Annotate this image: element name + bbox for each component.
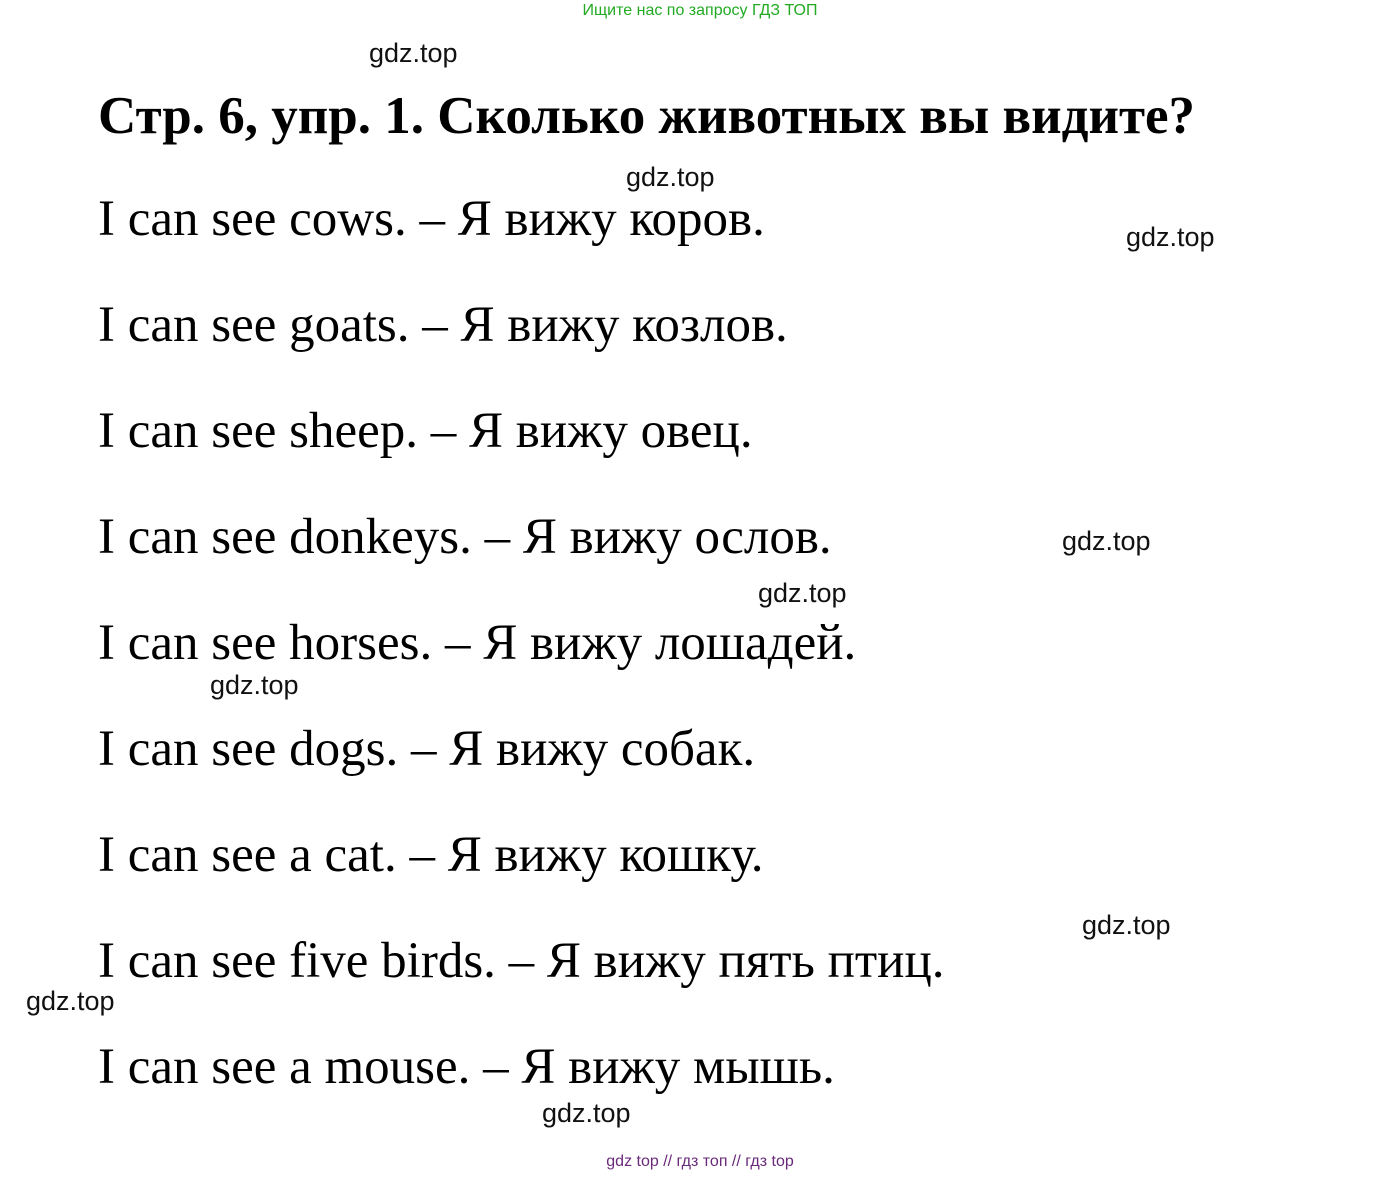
sentence-line: I can see goats. – Я вижу козлов. bbox=[98, 297, 788, 353]
watermark: gdz.top bbox=[1062, 526, 1151, 556]
watermark: gdz.top bbox=[369, 38, 458, 68]
sentence-line: I can see cows. – Я вижу коров. bbox=[98, 191, 765, 247]
top-banner: Ищите нас по запросу ГДЗ ТОП bbox=[582, 2, 818, 19]
footer-links: gdz top // гдз топ // гдз top bbox=[606, 1153, 794, 1170]
sentence-line: I can see sheep. – Я вижу овец. bbox=[98, 403, 753, 459]
watermark: gdz.top bbox=[1082, 910, 1171, 940]
sentence-line: I can see five birds. – Я вижу пять птиц. bbox=[98, 933, 945, 989]
watermark: gdz.top bbox=[26, 986, 115, 1016]
sentence-line: I can see donkeys. – Я вижу ослов. bbox=[98, 509, 832, 565]
watermark: gdz.top bbox=[758, 578, 847, 608]
watermark: gdz.top bbox=[210, 670, 299, 700]
sentence-line: I can see a mouse. – Я вижу мышь. bbox=[98, 1039, 835, 1095]
watermark: gdz.top bbox=[626, 162, 715, 192]
watermark: gdz.top bbox=[1126, 222, 1215, 252]
sentence-line: I can see horses. – Я вижу лошадей. bbox=[98, 615, 857, 671]
sentence-line: I can see dogs. – Я вижу собак. bbox=[98, 721, 756, 777]
page-title: Стр. 6, упр. 1. Сколько животных вы видите? bbox=[98, 87, 1196, 145]
sentence-line: I can see a cat. – Я вижу кошку. bbox=[98, 827, 764, 883]
watermark: gdz.top bbox=[542, 1098, 631, 1128]
